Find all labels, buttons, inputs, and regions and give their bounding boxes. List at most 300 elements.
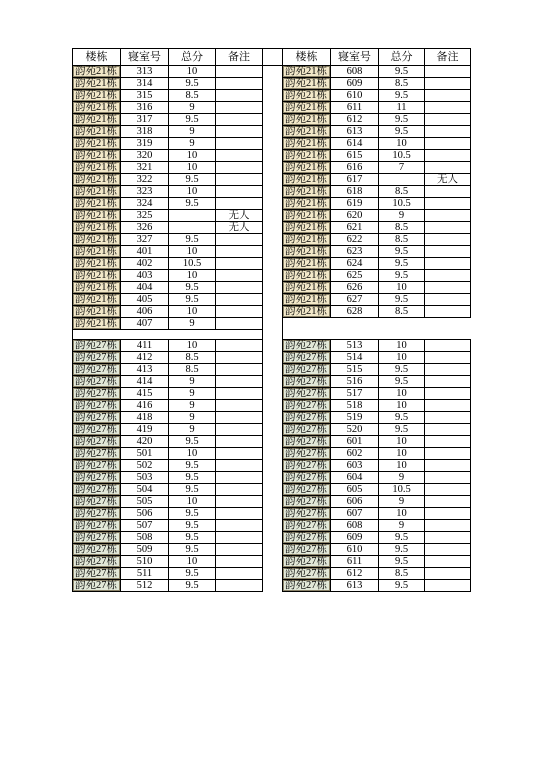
building-cell: 韵苑21栋 [73,138,121,150]
room-cell: 326 [121,222,169,234]
score-cell: 9.5 [169,484,216,496]
score-cell: 9.5 [379,66,425,78]
room-cell: 610 [331,544,379,556]
note-cell [425,150,471,162]
column-gap [263,388,283,400]
note-cell [216,364,263,376]
note-cell [425,532,471,544]
room-cell: 327 [121,234,169,246]
score-cell: 10 [379,352,425,364]
room-cell: 608 [331,66,379,78]
score-cell: 9 [169,318,216,330]
note-cell [425,282,471,294]
building-cell: 韵苑27栋 [73,460,121,472]
note-cell [425,102,471,114]
note-cell [425,210,471,222]
room-cell: 405 [121,294,169,306]
score-cell: 9 [169,424,216,436]
note-cell [425,580,471,592]
room-cell: 415 [121,388,169,400]
room-cell: 602 [331,448,379,460]
note-cell [216,138,263,150]
column-gap [263,460,283,472]
column-gap [263,186,283,198]
table-row [73,376,471,388]
note-cell [425,294,471,306]
note-cell [216,424,263,436]
header-note-left: 备注 [216,49,263,66]
room-cell: 513 [331,340,379,352]
note-cell [425,412,471,424]
note-cell [425,162,471,174]
building-cell: 韵苑21栋 [283,282,331,294]
building-cell: 韵苑21栋 [73,210,121,222]
note-cell [216,532,263,544]
score-cell: 9 [169,376,216,388]
table-row [73,484,471,496]
table-row [73,78,471,90]
building-cell: 韵苑27栋 [283,544,331,556]
column-gap [263,496,283,508]
room-cell: 611 [331,556,379,568]
column-gap [263,126,283,138]
table-row [73,318,471,330]
room-cell: 614 [331,138,379,150]
building-cell: 韵苑21栋 [283,198,331,210]
table-row [73,210,471,222]
header-score-left: 总分 [169,49,216,66]
room-cell: 611 [331,102,379,114]
score-cell: 9.5 [169,520,216,532]
room-cell: 506 [121,508,169,520]
building-cell: 韵苑21栋 [283,294,331,306]
score-cell [169,222,216,234]
building-cell: 韵苑27栋 [73,376,121,388]
room-cell: 406 [121,306,169,318]
note-cell [216,460,263,472]
room-cell: 511 [121,568,169,580]
column-gap [263,448,283,460]
room-cell: 607 [331,508,379,520]
score-cell: 8.5 [379,234,425,246]
room-cell: 510 [121,556,169,568]
building-cell: 韵苑27栋 [73,340,121,352]
note-cell [425,436,471,448]
note-cell [216,436,263,448]
column-gap [263,424,283,436]
note-cell [216,66,263,78]
note-cell [425,114,471,126]
building-cell: 韵苑27栋 [283,376,331,388]
note-cell: 无人 [425,174,471,186]
building-cell: 韵苑27栋 [283,508,331,520]
room-cell: 509 [121,544,169,556]
column-gap [263,400,283,412]
note-cell [425,258,471,270]
score-cell: 9.5 [169,436,216,448]
header-note-right: 备注 [425,49,471,66]
building-cell: 韵苑21栋 [73,270,121,282]
room-cell: 512 [121,580,169,592]
score-cell: 8.5 [379,568,425,580]
building-cell: 韵苑21栋 [283,270,331,282]
column-gap [263,114,283,126]
note-cell [425,484,471,496]
building-cell: 韵苑27栋 [73,412,121,424]
room-cell: 419 [121,424,169,436]
score-cell: 10 [379,282,425,294]
room-cell: 514 [331,352,379,364]
room-cell: 411 [121,340,169,352]
room-cell: 404 [121,282,169,294]
score-cell: 10.5 [379,198,425,210]
building-cell: 韵苑21栋 [283,186,331,198]
room-cell: 313 [121,66,169,78]
room-cell: 318 [121,126,169,138]
note-cell [216,508,263,520]
building-cell: 韵苑27栋 [73,532,121,544]
table-row [73,66,471,78]
score-cell: 8.5 [169,352,216,364]
note-cell [216,258,263,270]
score-cell: 9.5 [379,580,425,592]
building-cell: 韵苑21栋 [73,246,121,258]
column-gap [263,102,283,114]
room-cell: 613 [331,126,379,138]
score-cell: 9.5 [379,126,425,138]
table-row [73,556,471,568]
table-row [73,364,471,376]
column-gap [263,150,283,162]
header-building-right: 楼栋 [283,49,331,66]
building-cell: 韵苑21栋 [73,258,121,270]
note-cell [216,114,263,126]
building-cell: 韵苑27栋 [283,424,331,436]
room-cell: 609 [331,78,379,90]
score-cell: 8.5 [379,306,425,318]
note-cell [425,388,471,400]
building-cell: 韵苑21栋 [73,102,121,114]
score-cell: 9 [379,496,425,508]
note-cell [216,270,263,282]
note-cell [425,460,471,472]
building-cell: 韵苑21栋 [283,234,331,246]
room-cell: 616 [331,162,379,174]
score-cell: 10 [169,270,216,282]
table-row [73,306,471,318]
building-cell: 韵苑21栋 [283,174,331,186]
table-row [73,580,471,592]
note-cell [216,400,263,412]
building-cell: 韵苑27栋 [283,484,331,496]
table-row [73,198,471,210]
room-cell: 515 [331,364,379,376]
building-cell: 韵苑21栋 [283,66,331,78]
room-cell: 619 [331,198,379,210]
score-cell: 10 [379,448,425,460]
note-cell [425,424,471,436]
column-gap [263,556,283,568]
room-cell: 507 [121,520,169,532]
building-cell: 韵苑27栋 [73,424,121,436]
room-cell: 314 [121,78,169,90]
column-gap [263,306,283,318]
room-cell: 516 [331,376,379,388]
building-cell: 韵苑27栋 [283,532,331,544]
room-cell: 518 [331,400,379,412]
building-cell: 韵苑27栋 [283,412,331,424]
room-cell: 623 [331,246,379,258]
room-cell: 315 [121,90,169,102]
column-gap [263,520,283,532]
room-cell: 517 [331,388,379,400]
note-cell [425,90,471,102]
building-cell: 韵苑21栋 [73,234,121,246]
note-cell [425,352,471,364]
score-cell: 10 [169,186,216,198]
note-cell [216,162,263,174]
score-cell: 9.5 [379,258,425,270]
room-cell: 628 [331,306,379,318]
room-cell: 325 [121,210,169,222]
building-cell: 韵苑21栋 [73,150,121,162]
room-cell: 403 [121,270,169,282]
note-cell [216,580,263,592]
empty-cell [331,318,379,330]
building-cell: 韵苑21栋 [73,282,121,294]
note-cell [216,246,263,258]
score-cell: 9.5 [379,364,425,376]
building-cell: 韵苑27栋 [283,520,331,532]
score-cell: 9 [169,400,216,412]
score-cell: 10 [169,150,216,162]
score-cell: 9.5 [169,532,216,544]
room-cell: 627 [331,294,379,306]
column-gap [263,90,283,102]
table-row [73,258,471,270]
room-cell: 317 [121,114,169,126]
room-cell: 624 [331,258,379,270]
room-cell: 625 [331,270,379,282]
building-cell: 韵苑27栋 [73,388,121,400]
note-cell [425,544,471,556]
building-cell: 韵苑27栋 [73,508,121,520]
column-gap [263,580,283,592]
building-cell: 韵苑21栋 [283,102,331,114]
building-cell: 韵苑27栋 [73,544,121,556]
score-cell: 9 [169,388,216,400]
score-cell: 9.5 [169,174,216,186]
score-cell: 9.5 [169,234,216,246]
table-row [73,102,471,114]
building-cell: 韵苑21栋 [283,246,331,258]
table-row [73,400,471,412]
building-cell: 韵苑21栋 [283,78,331,90]
note-cell [425,448,471,460]
room-cell: 609 [331,532,379,544]
table-row [73,568,471,580]
note-cell [425,306,471,318]
room-cell: 617 [331,174,379,186]
room-cell: 416 [121,400,169,412]
column-gap [263,508,283,520]
note-cell [216,174,263,186]
room-cell: 601 [331,436,379,448]
note-cell [425,376,471,388]
score-cell: 9.5 [169,580,216,592]
score-cell: 9.5 [379,556,425,568]
column-gap [263,198,283,210]
building-cell: 韵苑21栋 [73,294,121,306]
score-cell: 9.5 [169,544,216,556]
room-cell: 320 [121,150,169,162]
column-gap [263,234,283,246]
score-cell: 9 [169,126,216,138]
building-cell: 韵苑27栋 [73,556,121,568]
score-cell: 10.5 [379,484,425,496]
note-cell [216,306,263,318]
score-cell [169,210,216,222]
score-cell: 10 [379,400,425,412]
building-cell: 韵苑21栋 [73,126,121,138]
score-cell: 10 [379,508,425,520]
table-row [73,150,471,162]
column-gap [263,222,283,234]
note-cell [216,484,263,496]
note-cell: 无人 [216,222,263,234]
column-gap [263,364,283,376]
score-cell: 9 [379,472,425,484]
table-row [73,138,471,150]
room-cell: 605 [331,484,379,496]
table-row [73,126,471,138]
note-cell [216,126,263,138]
score-cell: 8.5 [169,90,216,102]
score-cell: 10 [169,448,216,460]
note-cell [425,186,471,198]
building-cell: 韵苑27栋 [283,580,331,592]
column-gap [263,376,283,388]
building-cell: 韵苑27栋 [283,400,331,412]
table-row [73,436,471,448]
score-cell: 9.5 [379,376,425,388]
note-cell [425,400,471,412]
building-cell: 韵苑21栋 [73,318,121,330]
column-gap [263,472,283,484]
score-cell: 10 [379,460,425,472]
building-cell: 韵苑27栋 [283,364,331,376]
score-cell: 8.5 [379,78,425,90]
table-row [73,472,471,484]
score-cell: 9.5 [379,114,425,126]
note-cell [425,234,471,246]
score-cell: 9.5 [169,508,216,520]
room-cell: 604 [331,472,379,484]
building-cell: 韵苑21栋 [73,90,121,102]
room-cell: 412 [121,352,169,364]
score-cell: 9.5 [169,114,216,126]
room-cell: 319 [121,138,169,150]
building-cell: 韵苑27栋 [73,580,121,592]
table-row [73,352,471,364]
building-cell: 韵苑27栋 [73,448,121,460]
room-cell: 519 [331,412,379,424]
room-cell: 603 [331,460,379,472]
note-cell [216,496,263,508]
note-cell [425,78,471,90]
building-cell: 韵苑21栋 [283,222,331,234]
note-cell [216,198,263,210]
building-cell: 韵苑27栋 [283,388,331,400]
column-gap [263,282,283,294]
room-cell: 504 [121,484,169,496]
room-cell: 613 [331,580,379,592]
separator-right-cell [283,330,471,340]
room-cell: 323 [121,186,169,198]
building-cell: 韵苑21栋 [73,198,121,210]
score-cell: 9.5 [169,198,216,210]
note-cell [216,388,263,400]
column-gap [263,544,283,556]
note-cell [216,186,263,198]
dorm-score-table [72,48,471,592]
room-cell: 606 [331,496,379,508]
score-cell: 9.5 [169,460,216,472]
column-gap [263,532,283,544]
room-cell: 503 [121,472,169,484]
building-cell: 韵苑27栋 [73,484,121,496]
room-cell: 501 [121,448,169,460]
score-cell: 9.5 [379,246,425,258]
note-cell [425,138,471,150]
score-cell: 7 [379,162,425,174]
room-cell: 402 [121,258,169,270]
column-gap [263,568,283,580]
score-cell: 9 [169,138,216,150]
building-cell: 韵苑21栋 [73,162,121,174]
column-gap [263,258,283,270]
room-cell: 418 [121,412,169,424]
score-cell: 9.5 [169,568,216,580]
room-cell: 502 [121,460,169,472]
building-cell: 韵苑27栋 [283,472,331,484]
table-row [73,282,471,294]
note-cell [216,78,263,90]
note-cell [425,556,471,568]
room-cell: 612 [331,114,379,126]
building-cell: 韵苑21栋 [283,162,331,174]
note-cell [216,448,263,460]
score-cell: 8.5 [169,364,216,376]
note-cell [216,90,263,102]
note-cell [216,234,263,246]
score-cell: 9.5 [379,270,425,282]
table-row [73,114,471,126]
table-header-row [73,49,471,66]
note-cell [425,222,471,234]
building-cell: 韵苑21栋 [283,210,331,222]
score-cell: 10.5 [169,258,216,270]
building-cell: 韵苑27栋 [283,496,331,508]
section-separator-row [73,330,471,340]
note-cell [425,364,471,376]
building-cell: 韵苑21栋 [283,126,331,138]
note-cell [216,556,263,568]
score-cell: 9 [169,412,216,424]
note-cell [216,150,263,162]
room-cell: 620 [331,210,379,222]
empty-cell [283,318,331,330]
